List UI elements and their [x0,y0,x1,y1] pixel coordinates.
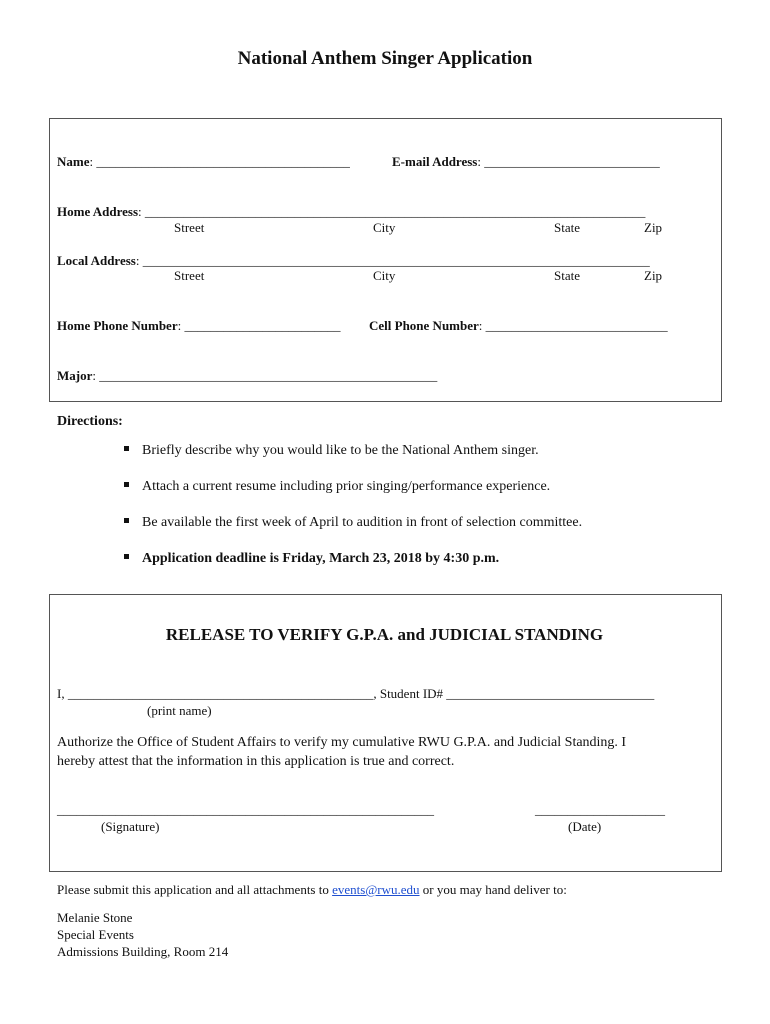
home-phone-label: Home Phone Number [57,318,178,333]
home-address-field[interactable] [57,204,645,220]
list-item [124,479,550,495]
home-phone-line: : ________________________ [177,318,341,333]
list-item [124,443,539,459]
home-address-line: : _____________________________________________________________________________ [138,204,646,219]
list-item [124,515,582,531]
home-state-label: State [554,220,580,235]
list-item [124,551,499,567]
bullet-icon [124,446,129,451]
cell-phone-field[interactable] [369,318,668,334]
submit-instructions [57,882,567,898]
home-street-label: Street [174,220,205,235]
release-title: RELEASE TO VERIFY G.P.A. and JUDICIAL STANDING [165,625,604,644]
local-zip-label: Zip [644,268,663,283]
directions-item: Be available the first week of April to audition in front of selection committee. [142,515,583,530]
contact-location: Admissions Building, Room 214 [57,944,229,959]
local-street-label: Street [174,268,205,283]
bullet-icon [124,482,129,487]
contact-department: Special Events [57,927,134,942]
submit-prefix: Please submit this application and all attachments to [57,882,333,897]
email-line: : ___________________________ [477,154,660,169]
major-line: : ____________________________________________________ [92,368,438,383]
release-paragraph-line1: Authorize the Office of Student Affairs to verify my cumulative RWU G.P.A. and Judicial Standing. I [57,735,627,750]
home-city-label: City [373,220,396,235]
page-title: National Anthem Singer Application [237,48,533,69]
date-blank[interactable]: ____________________ [535,802,665,817]
local-address-line: : ______________________________________________________________________________ [135,253,650,268]
major-label: Major [57,368,93,383]
contact-name: Melanie Stone [57,910,133,925]
directions-item: Briefly describe why you would like to be the National Anthem singer. [142,443,539,458]
date-caption: (Date) [568,819,602,834]
local-address-label: Local Address [57,253,136,268]
submit-suffix: or you may hand deliver to: [419,882,567,897]
major-field[interactable] [57,368,437,384]
home-zip-label: Zip [644,220,663,235]
name-line: : _______________________________________ [89,154,350,169]
student-id-blank: ________________________________ [446,686,655,701]
signature-blank[interactable]: __________________________________________________________ [57,802,434,817]
cell-phone-label: Cell Phone Number [369,318,479,333]
print-name-blank: _______________________________________________ [67,686,374,701]
name-field[interactable] [57,154,350,170]
email-label: E-mail Address [392,154,478,169]
cell-phone-line: : ____________________________ [478,318,668,333]
local-city-label: City [373,268,396,283]
local-state-label: State [554,268,580,283]
release-paragraph-line2: hereby attest that the information in this application is true and correct. [57,754,455,769]
directions-item-deadline: Application deadline is Friday, March 23, 2018 by 4:30 p.m. [142,551,500,566]
release-prefix: I, [57,686,68,701]
print-name-caption: (print name) [147,703,212,718]
release-name-id-line[interactable] [57,686,654,702]
home-phone-field[interactable] [57,318,340,334]
signature-caption: (Signature) [101,819,160,834]
bullet-icon [124,554,129,559]
student-id-label: , Student ID# [373,686,447,701]
local-address-field[interactable] [57,253,650,269]
name-label: Name [57,154,90,169]
directions-item: Attach a current resume including prior singing/performance experience. [142,479,551,494]
home-address-label: Home Address [57,204,139,219]
bullet-icon [124,518,129,523]
email-link[interactable]: events@rwu.edu [332,882,420,897]
email-field[interactable] [392,154,660,170]
directions-heading: Directions: [57,414,123,429]
